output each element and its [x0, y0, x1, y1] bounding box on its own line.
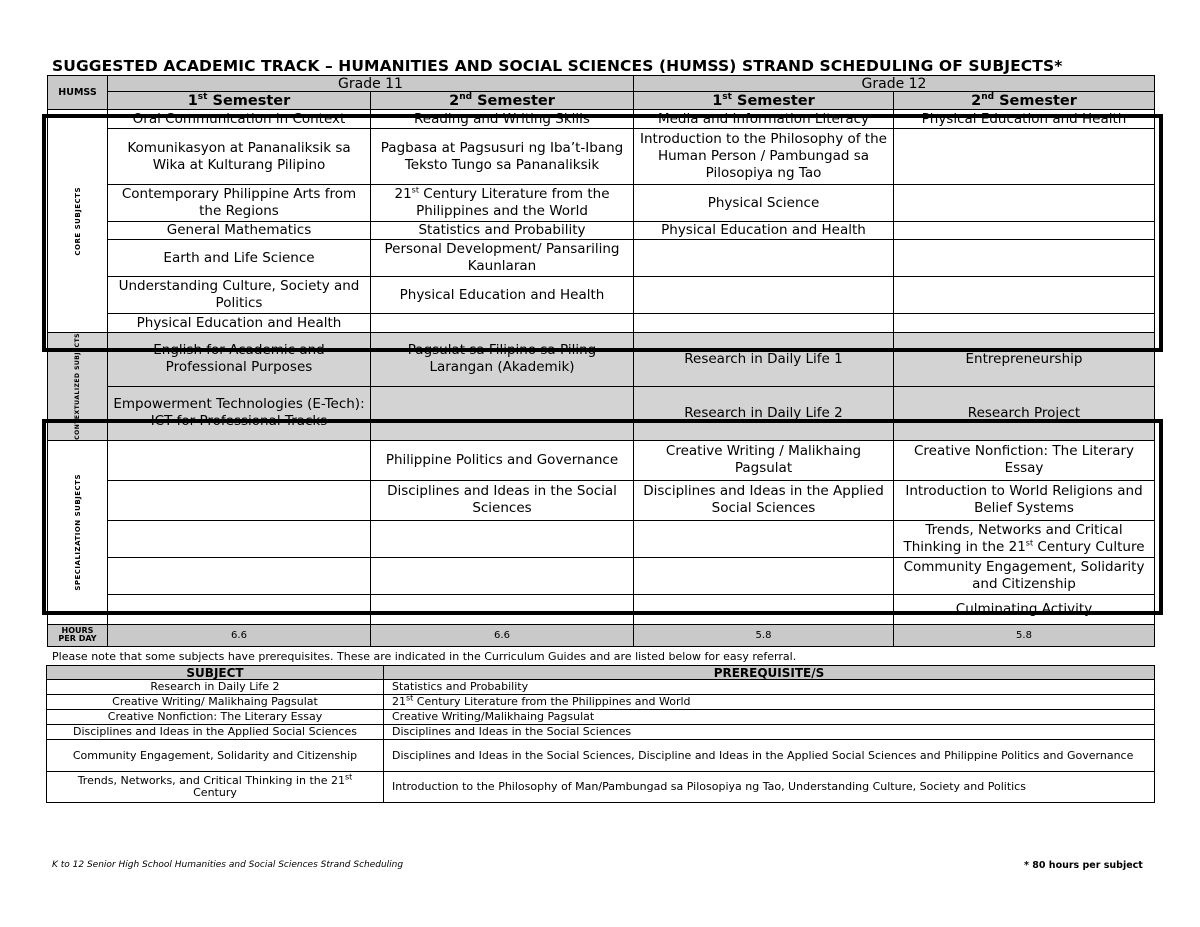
prerequisite-table [46, 665, 1155, 803]
table-row [47, 695, 1155, 710]
prereq-cell: Creative Writing/Malikhaing Pagsulat [384, 710, 1155, 725]
hours-row [48, 624, 1155, 646]
hours-value: 6.6 [108, 624, 371, 646]
subject-cell [371, 520, 634, 557]
subject-cell [894, 314, 1155, 333]
g12-sem1-header: 1st Semester [634, 92, 894, 110]
subject-cell [371, 557, 634, 594]
subject-cell [108, 520, 371, 557]
subject-cell: Pagbasa at Pagsusuri ng Iba’t-Ibang Teksto Tungo sa Pananaliksik [371, 129, 634, 185]
subject-cell: Introduction to the Philosophy of the Human Person / Pambungad sa Pilosopiya ng Tao [634, 129, 894, 185]
subject-cell: Contemporary Philippine Arts from the Regions [108, 185, 371, 222]
table-row [47, 740, 1155, 772]
subject-cell [634, 314, 894, 333]
prereq-cell: Statistics and Probability [384, 680, 1155, 695]
g12-sem2-header: 2nd Semester [894, 92, 1155, 110]
subject-cell: Personal Development/ Pansariling Kaunlaran [371, 240, 634, 277]
subject-cell: Understanding Culture, Society and Politics [108, 277, 371, 314]
table-row [48, 277, 1155, 314]
schedule-table [47, 75, 1155, 647]
hours-value: 5.8 [634, 624, 894, 646]
contextualized-group-label: CONTEXTUALIZED SUBJECTS [48, 333, 108, 441]
strand-header: HUMSS [48, 76, 108, 110]
hours-value: 5.8 [894, 624, 1155, 646]
subject-cell [634, 557, 894, 594]
subject-cell: Philippine Politics and Governance [371, 440, 634, 480]
subject-cell: Creative Nonfiction: The Literary Essay [894, 440, 1155, 480]
prereq-column-header: PREREQUISITE/S [384, 666, 1155, 680]
subject-cell [634, 277, 894, 314]
subject-cell: Physical Education and Health [634, 222, 894, 240]
subject-cell: Research in Daily Life 1 [634, 333, 894, 387]
prereq-cell: Introduction to the Philosophy of Man/Pambungad sa Pilosopiya ng Tao, Understanding Culture, Society and Politics [384, 772, 1155, 803]
subject-cell: English for Academic and Professional Purposes [108, 333, 371, 387]
prereq-cell: Disciplines and Ideas in the Social Sciences [384, 725, 1155, 740]
prereq-cell: 21st Century Literature from the Philippines and World [384, 695, 1155, 710]
subject-cell: Disciplines and Ideas in the Applied Social Sciences [634, 480, 894, 520]
table-row [47, 710, 1155, 725]
subject-cell: Research Project [894, 386, 1155, 440]
subject-cell: Community Engagement, Solidarity and Citizenship [47, 740, 384, 772]
subject-cell: Media and Information Literacy [634, 110, 894, 129]
subject-cell: Physical Science [634, 185, 894, 222]
prerequisite-note: Please note that some subjects have prerequisites. These are indicated in the Curriculum Guides and are listed below for easy referral. [52, 650, 797, 663]
subject-cell [894, 185, 1155, 222]
subject-cell: Creative Nonfiction: The Literary Essay [47, 710, 384, 725]
subject-cell [108, 440, 371, 480]
g11-sem2-header: 2nd Semester [371, 92, 634, 110]
subject-cell: Disciplines and Ideas in the Social Sciences [371, 480, 634, 520]
table-row [48, 222, 1155, 240]
table-row [48, 386, 1155, 440]
subject-cell [634, 240, 894, 277]
table-row [48, 110, 1155, 129]
table-row [48, 129, 1155, 185]
footer-footnote: * 80 hours per subject [1024, 860, 1143, 871]
subject-cell: Earth and Life Science [108, 240, 371, 277]
hours-label: HOURS PER DAY [48, 624, 108, 646]
subject-cell: Research in Daily Life 2 [47, 680, 384, 695]
g11-sem1-header: 1st Semester [108, 92, 371, 110]
subject-cell [894, 240, 1155, 277]
subject-cell: Empowerment Technologies (E-Tech): ICT for Professional Tracks [108, 386, 371, 440]
specialization-group-label: SPECIALIZATION SUBJECTS [48, 440, 108, 624]
subject-cell: Research in Daily Life 2 [634, 386, 894, 440]
table-row [48, 185, 1155, 222]
subject-cell: Trends, Networks, and Critical Thinking in the 21st Century [47, 772, 384, 803]
subject-cell [371, 314, 634, 333]
subject-cell: 21st Century Literature from the Philippines and the World [371, 185, 634, 222]
subject-cell: Entrepreneurship [894, 333, 1155, 387]
subject-cell: Komunikasyon at Pananaliksik sa Wika at Kulturang Pilipino [108, 129, 371, 185]
subject-cell: Oral Communication in Context [108, 110, 371, 129]
subject-column-header: SUBJECT [47, 666, 384, 680]
subject-cell: Statistics and Probability [371, 222, 634, 240]
table-row [48, 594, 1155, 624]
subject-cell: Reading and Writing Skills [371, 110, 634, 129]
subject-cell [371, 386, 634, 440]
table-row [48, 440, 1155, 480]
subject-cell [894, 222, 1155, 240]
subject-cell [108, 480, 371, 520]
subject-cell: Disciplines and Ideas in the Applied Social Sciences [47, 725, 384, 740]
subject-cell: Creative Writing / Malikhaing Pagsulat [634, 440, 894, 480]
schedule-table-wrapper [47, 75, 1155, 647]
subject-cell: Culminating Activity [894, 594, 1155, 624]
table-row [48, 480, 1155, 520]
prereq-cell: Disciplines and Ideas in the Social Sciences, Discipline and Ideas in the Applied Social Sciences and Philippine Politics and Governance [384, 740, 1155, 772]
subject-cell: Physical Education and Health [108, 314, 371, 333]
subject-cell [894, 129, 1155, 185]
table-row [47, 772, 1155, 803]
subject-cell [371, 594, 634, 624]
footer-document-title: K to 12 Senior High School Humanities and Social Sciences Strand Scheduling [52, 860, 404, 870]
subject-cell [634, 520, 894, 557]
subject-cell: General Mathematics [108, 222, 371, 240]
subject-cell: Introduction to World Religions and Belief Systems [894, 480, 1155, 520]
table-row [48, 520, 1155, 557]
grade11-header: Grade 11 [108, 76, 634, 92]
subject-cell [108, 594, 371, 624]
table-row [48, 314, 1155, 333]
subject-cell: Pagsulat sa Filipino sa Piling Larangan (Akademik) [371, 333, 634, 387]
table-row [47, 680, 1155, 695]
subject-cell: Physical Education and Health [371, 277, 634, 314]
page-title: SUGGESTED ACADEMIC TRACK – HUMANITIES AND SOCIAL SCIENCES (HUMSS) STRAND SCHEDULING OF SUBJECTS* [52, 57, 1063, 75]
subject-cell: Creative Writing/ Malikhaing Pagsulat [47, 695, 384, 710]
subject-cell: Trends, Networks and Critical Thinking in the 21st Century Culture [894, 520, 1155, 557]
core-group-label: CORE SUBJECTS [48, 110, 108, 333]
subject-cell: Community Engagement, Solidarity and Citizenship [894, 557, 1155, 594]
table-row [48, 240, 1155, 277]
grade12-header: Grade 12 [634, 76, 1155, 92]
subject-cell: Physical Education and Health [894, 110, 1155, 129]
subject-cell [634, 594, 894, 624]
prerequisite-table-wrapper [46, 665, 1155, 803]
subject-cell [894, 277, 1155, 314]
subject-cell [108, 557, 371, 594]
table-row [47, 725, 1155, 740]
hours-value: 6.6 [371, 624, 634, 646]
table-row [48, 557, 1155, 594]
table-row [48, 333, 1155, 387]
